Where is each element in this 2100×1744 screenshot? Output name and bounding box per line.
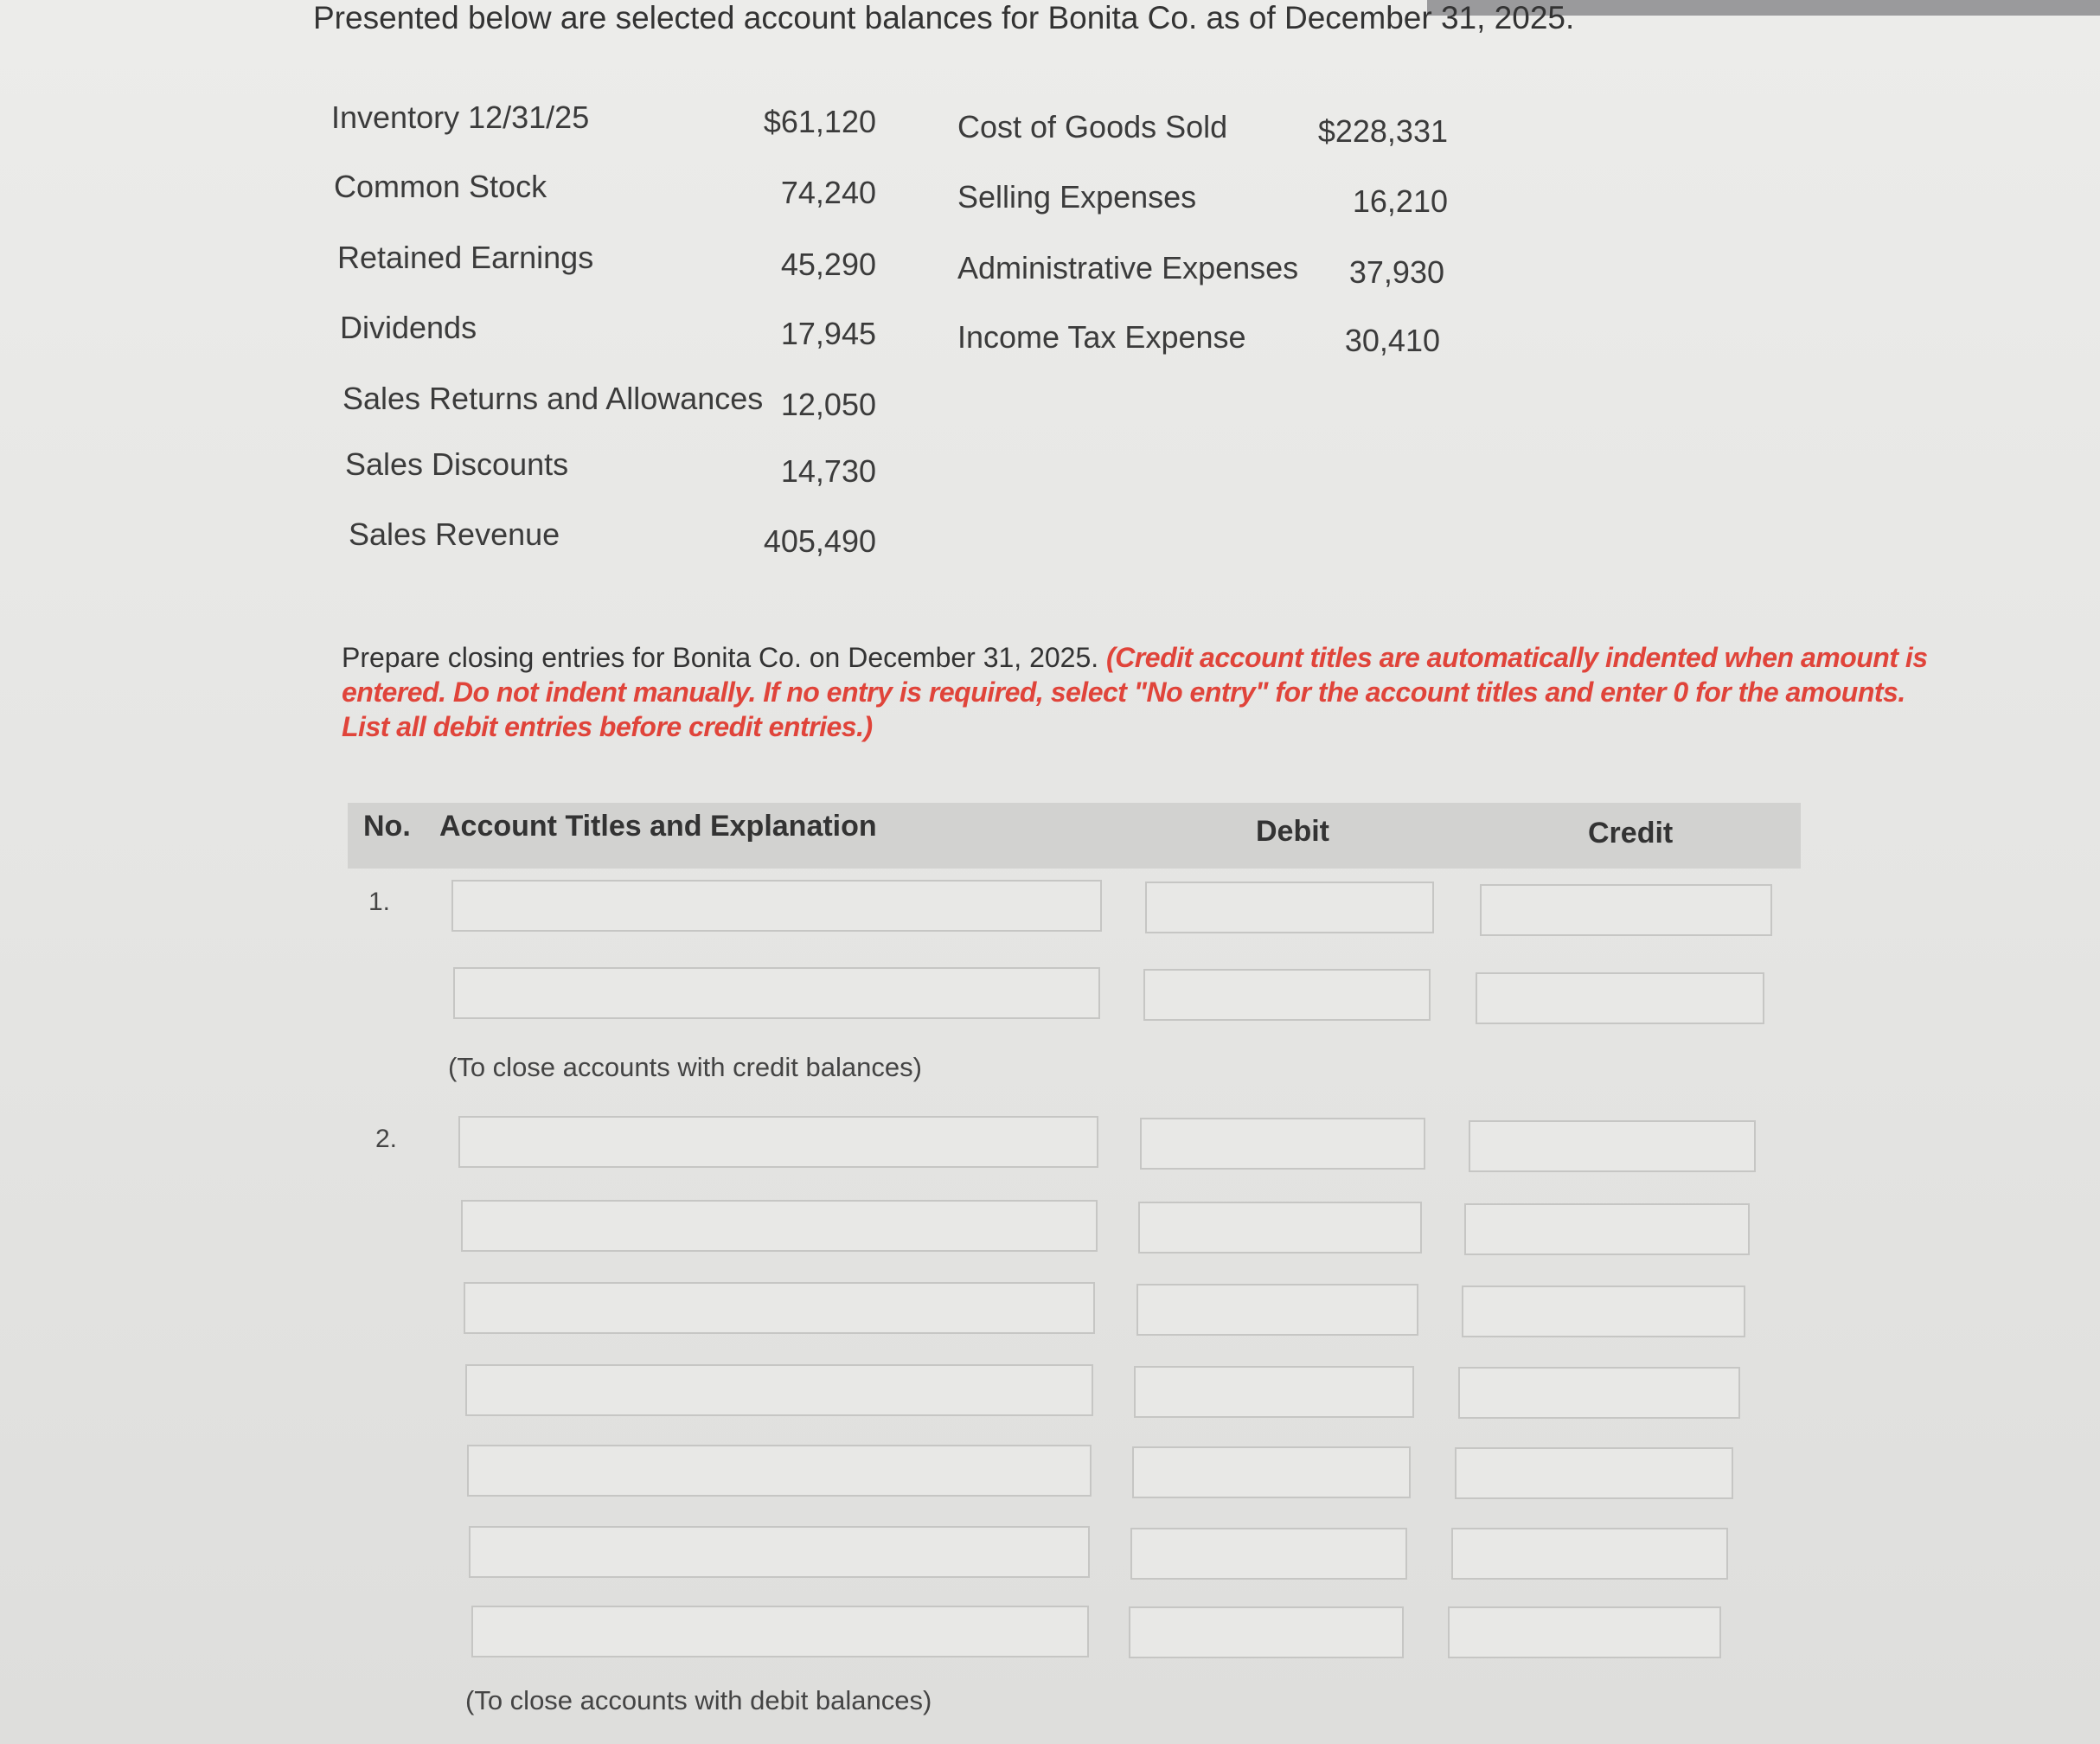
- header-debit: Debit: [1256, 815, 1329, 848]
- balance-amount-sales-revenue: 405,490: [763, 523, 876, 559]
- entry-1-row-1-debit-input[interactable]: [1145, 882, 1434, 933]
- balance-amount-selling-expenses: 16,210: [1352, 183, 1448, 219]
- entry-2-row-6-debit-input[interactable]: [1130, 1528, 1407, 1580]
- balance-name-income-tax: Income Tax Expense: [957, 319, 1246, 355]
- entry-2-number: 2.: [375, 1125, 398, 1153]
- balance-amount-cogs: $228,331: [1317, 113, 1448, 149]
- balance-name-sales-revenue: Sales Revenue: [349, 516, 560, 552]
- entry-2-row-6-account-input[interactable]: [469, 1526, 1090, 1578]
- entry-2-row-2-account-input[interactable]: [461, 1200, 1098, 1252]
- entry-2-row-2-debit-input[interactable]: [1138, 1202, 1422, 1254]
- entry-2-row-7-account-input[interactable]: [471, 1606, 1089, 1657]
- entry-1-row-2-account-input[interactable]: [453, 967, 1100, 1019]
- balance-name-retained-earnings: Retained Earnings: [337, 240, 594, 275]
- balance-name-inventory: Inventory 12/31/25: [331, 99, 590, 135]
- balance-name-cogs: Cost of Goods Sold: [957, 109, 1228, 144]
- entry-1-note: (To close accounts with credit balances): [448, 1052, 922, 1082]
- instructions-emphasis: (Credit account titles are automatically indented when amount is entered. Do not indent manually. If no entry is required, select "No entry" for the account titles and enter 0 for the amounts. List all debit entries before credit entries.): [342, 642, 1928, 742]
- entry-1-row-2-debit-input[interactable]: [1143, 969, 1431, 1021]
- instructions: [342, 640, 1950, 744]
- entry-2-row-1-account-input[interactable]: [458, 1116, 1098, 1168]
- entry-2-row-1-credit-input[interactable]: [1469, 1120, 1756, 1172]
- balance-amount-admin-expenses: 37,930: [1348, 254, 1444, 290]
- entry-2-row-7-credit-input[interactable]: [1448, 1606, 1721, 1658]
- entry-2-row-4-debit-input[interactable]: [1134, 1366, 1414, 1418]
- entry-2-row-4-credit-input[interactable]: [1458, 1367, 1740, 1419]
- balance-amount-retained-earnings: 45,290: [780, 247, 876, 282]
- balance-name-sales-discounts: Sales Discounts: [345, 446, 569, 482]
- entry-1-row-2-credit-input[interactable]: [1476, 972, 1764, 1024]
- balance-name-sales-returns: Sales Returns and Allowances: [343, 381, 764, 416]
- entry-2-row-3-credit-input[interactable]: [1462, 1286, 1745, 1337]
- entry-2-row-6-credit-input[interactable]: [1451, 1528, 1728, 1580]
- balance-amount-dividends: 17,945: [780, 316, 876, 351]
- entry-2-row-3-account-input[interactable]: [464, 1282, 1095, 1334]
- balance-amount-income-tax: 30,410: [1344, 323, 1440, 358]
- entry-2-row-2-credit-input[interactable]: [1464, 1203, 1750, 1255]
- entry-2-row-5-credit-input[interactable]: [1455, 1447, 1733, 1499]
- entry-1-row-1-credit-input[interactable]: [1480, 884, 1772, 936]
- entry-2-row-5-debit-input[interactable]: [1132, 1446, 1411, 1498]
- balance-amount-common-stock: 74,240: [780, 175, 876, 210]
- intro-text: Presented below are selected account balances for Bonita Co. as of December 31, 2025.: [313, 0, 1575, 35]
- instructions-plain: Prepare closing entries for Bonita Co. on December 31, 2025.: [342, 642, 1107, 673]
- balance-name-common-stock: Common Stock: [334, 169, 547, 204]
- entry-2-row-3-debit-input[interactable]: [1136, 1284, 1418, 1336]
- balance-name-selling-expenses: Selling Expenses: [957, 179, 1197, 215]
- balance-name-dividends: Dividends: [340, 310, 477, 345]
- entry-2-note: (To close accounts with debit balances): [465, 1685, 932, 1715]
- entry-2-row-1-debit-input[interactable]: [1140, 1118, 1425, 1170]
- balance-amount-inventory: $61,120: [763, 104, 876, 139]
- header-credit: Credit: [1588, 817, 1674, 850]
- entry-2-row-4-account-input[interactable]: [465, 1364, 1093, 1416]
- entry-2-row-5-account-input[interactable]: [467, 1445, 1092, 1497]
- balance-amount-sales-returns: 12,050: [780, 387, 876, 422]
- entry-1-number: 1.: [368, 888, 391, 916]
- header-account-titles: Account Titles and Explanation: [439, 810, 877, 843]
- entry-1-row-1-account-input[interactable]: [451, 880, 1102, 932]
- entry-2-row-7-debit-input[interactable]: [1129, 1606, 1404, 1658]
- balance-name-admin-expenses: Administrative Expenses: [957, 250, 1299, 285]
- header-no: No.: [363, 810, 411, 843]
- balance-amount-sales-discounts: 14,730: [780, 453, 876, 489]
